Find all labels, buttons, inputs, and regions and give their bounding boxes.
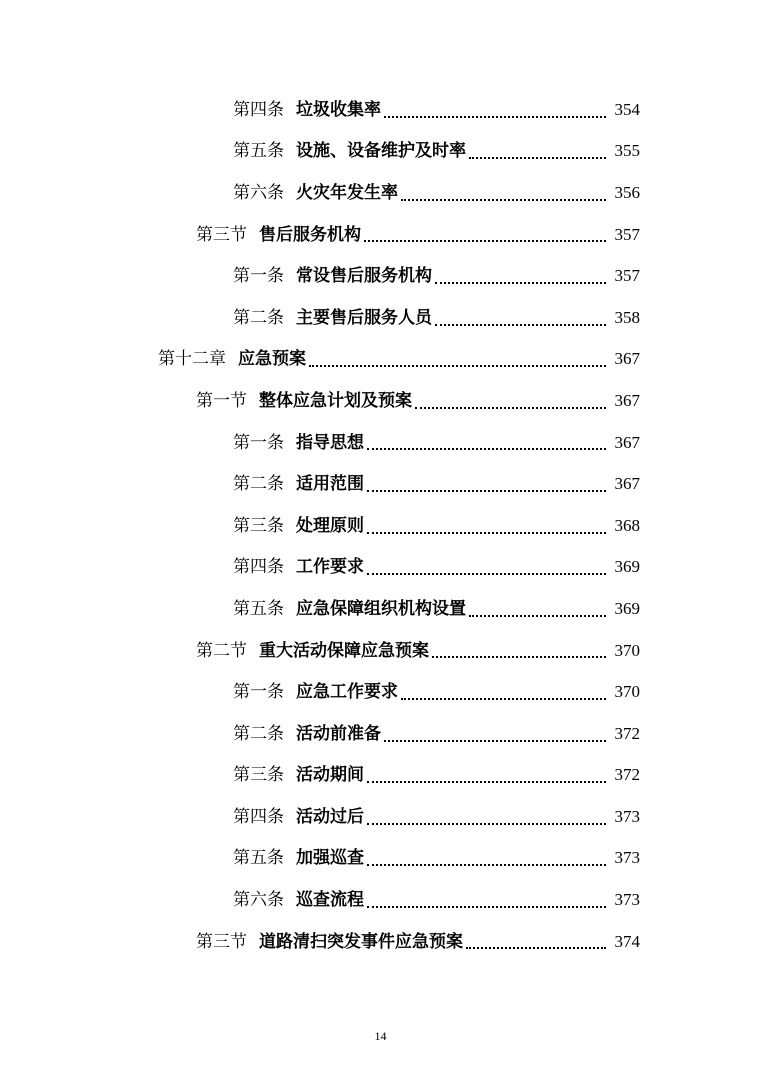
toc-entry-label: 第三条 xyxy=(233,765,284,786)
toc-entry-page: 367 xyxy=(614,474,640,494)
dot-leader xyxy=(466,946,606,949)
dot-leader xyxy=(309,364,606,367)
toc-entry-page: 358 xyxy=(614,307,640,327)
toc-entry[interactable] xyxy=(0,339,761,381)
dot-leader xyxy=(435,323,606,326)
toc-entry-title: 适用范围 xyxy=(296,474,364,495)
toc-entry-label: 第四条 xyxy=(233,557,284,578)
toc-entry[interactable] xyxy=(0,214,761,256)
toc-entry-title: 活动过后 xyxy=(296,806,364,827)
dot-leader xyxy=(367,905,606,908)
toc-entry-label: 第三条 xyxy=(233,515,284,536)
toc-entry-label: 第五条 xyxy=(233,598,284,619)
toc-entry[interactable] xyxy=(0,588,761,630)
toc-entry-page: 367 xyxy=(614,432,640,452)
toc-entry-title: 道路清扫突发事件应急预案 xyxy=(259,931,463,952)
toc-entry-title: 售后服务机构 xyxy=(259,224,361,245)
toc-entry[interactable] xyxy=(0,297,761,339)
toc-entry[interactable] xyxy=(0,380,761,422)
toc-entry[interactable] xyxy=(0,879,761,921)
toc-entry-title: 垃圾收集率 xyxy=(296,99,381,120)
dot-leader xyxy=(367,489,606,492)
toc-entry-label: 第四条 xyxy=(233,806,284,827)
toc-entry-label: 第一条 xyxy=(233,682,284,703)
dot-leader xyxy=(401,198,606,201)
dot-leader xyxy=(367,863,606,866)
dot-leader xyxy=(367,572,606,575)
dot-leader xyxy=(469,614,606,617)
toc-entry-title: 主要售后服务人员 xyxy=(296,307,432,328)
toc-entry[interactable] xyxy=(0,755,761,797)
toc-entry-title: 活动前准备 xyxy=(296,723,381,744)
toc-entry-page: 367 xyxy=(614,390,640,410)
toc-entry[interactable] xyxy=(0,131,761,173)
dot-leader xyxy=(415,406,606,409)
toc-entry[interactable] xyxy=(0,713,761,755)
toc-entry-page: 354 xyxy=(614,99,640,119)
toc-entry[interactable] xyxy=(0,172,761,214)
toc-entry-title: 巡查流程 xyxy=(296,890,364,911)
toc-entry-label: 第二条 xyxy=(233,474,284,495)
toc-entry-label: 第十二章 xyxy=(158,349,226,370)
toc-entry-page: 355 xyxy=(614,141,640,161)
toc-entry[interactable] xyxy=(0,671,761,713)
footer-page-number: 14 xyxy=(374,1029,387,1043)
toc-entry[interactable] xyxy=(0,255,761,297)
dot-leader xyxy=(384,739,606,742)
toc-entry-page: 372 xyxy=(614,723,640,743)
toc-entry-title: 活动期间 xyxy=(296,765,364,786)
toc-entry-label: 第五条 xyxy=(233,848,284,869)
toc-entry-label: 第二条 xyxy=(233,307,284,328)
toc-entry-page: 370 xyxy=(614,640,640,660)
dot-leader xyxy=(364,239,606,242)
toc-entry-page: 372 xyxy=(614,765,640,785)
toc-entry-label: 第三节 xyxy=(196,224,247,245)
toc-entry-title: 加强巡查 xyxy=(296,848,364,869)
dot-leader xyxy=(367,822,606,825)
toc-entry-label: 第二节 xyxy=(196,640,247,661)
toc-entry-page: 368 xyxy=(614,515,640,535)
dot-leader xyxy=(435,281,606,284)
dot-leader xyxy=(367,447,606,450)
toc-entry-label: 第六条 xyxy=(233,890,284,911)
toc-entry-page: 357 xyxy=(614,224,640,244)
toc-entry[interactable] xyxy=(0,921,761,963)
toc-entry-title: 设施、设备维护及时率 xyxy=(296,141,466,162)
toc-entry-title: 重大活动保障应急预案 xyxy=(259,640,429,661)
toc-entry[interactable] xyxy=(0,838,761,880)
toc-entry-page: 369 xyxy=(614,557,640,577)
toc-entry-page: 370 xyxy=(614,682,640,702)
dot-leader xyxy=(384,115,606,118)
table-of-contents xyxy=(0,89,761,962)
toc-entry[interactable] xyxy=(0,89,761,131)
toc-entry-page: 373 xyxy=(614,806,640,826)
toc-entry-label: 第二条 xyxy=(233,723,284,744)
dot-leader xyxy=(401,697,606,700)
dot-leader xyxy=(367,531,606,534)
toc-entry-label: 第四条 xyxy=(233,99,284,120)
toc-entry-page: 369 xyxy=(614,598,640,618)
toc-entry-title: 应急工作要求 xyxy=(296,682,398,703)
toc-entry-label: 第三节 xyxy=(196,931,247,952)
toc-entry[interactable] xyxy=(0,422,761,464)
toc-entry-title: 指导思想 xyxy=(296,432,364,453)
toc-entry-page: 357 xyxy=(614,266,640,286)
toc-entry[interactable] xyxy=(0,796,761,838)
toc-entry-title: 处理原则 xyxy=(296,515,364,536)
toc-entry-label: 第一条 xyxy=(233,432,284,453)
toc-entry-page: 373 xyxy=(614,848,640,868)
toc-entry-label: 第六条 xyxy=(233,182,284,203)
toc-entry-label: 第五条 xyxy=(233,141,284,162)
toc-entry-label: 第一条 xyxy=(233,266,284,287)
toc-entry-page: 373 xyxy=(614,890,640,910)
toc-entry[interactable] xyxy=(0,547,761,589)
toc-entry-title: 火灾年发生率 xyxy=(296,182,398,203)
dot-leader xyxy=(432,655,606,658)
toc-entry[interactable] xyxy=(0,463,761,505)
toc-entry-title: 应急预案 xyxy=(238,349,306,370)
toc-entry-title: 工作要求 xyxy=(296,557,364,578)
toc-entry-page: 367 xyxy=(614,349,640,369)
toc-entry-label: 第一节 xyxy=(196,390,247,411)
toc-entry[interactable] xyxy=(0,505,761,547)
toc-entry-title: 常设售后服务机构 xyxy=(296,266,432,287)
dot-leader xyxy=(367,780,606,783)
dot-leader xyxy=(469,156,606,159)
toc-entry-page: 374 xyxy=(614,931,640,951)
toc-entry-page: 356 xyxy=(614,182,640,202)
toc-entry-title: 应急保障组织机构设置 xyxy=(296,598,466,619)
toc-entry[interactable] xyxy=(0,630,761,672)
toc-entry-title: 整体应急计划及预案 xyxy=(259,390,412,411)
